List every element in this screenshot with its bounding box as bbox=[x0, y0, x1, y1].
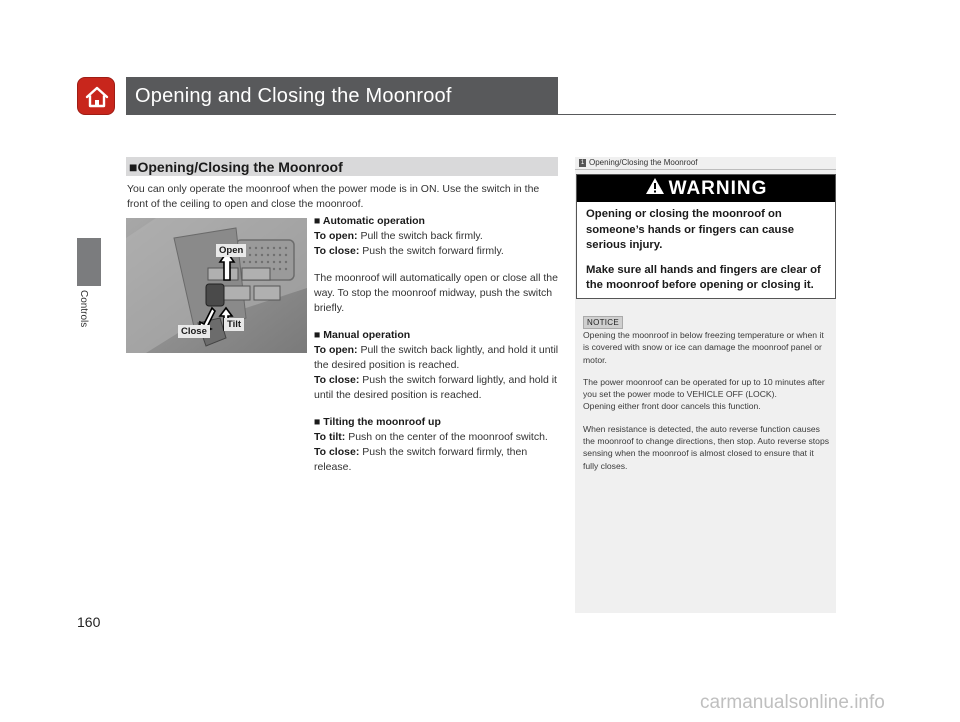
tilt-heading: ■ Tilting the moonroof up bbox=[314, 416, 441, 428]
page-title-bar bbox=[126, 77, 558, 115]
side-tab-marker[interactable] bbox=[77, 238, 101, 286]
note-operating-time: The power moonroof can be operated for up to 10 minutes after you set the power mode to VEHICLE OFF (LOCK). bbox=[583, 376, 825, 400]
automatic-open-instruction: To open: Pull the switch back firmly. bbox=[314, 230, 483, 242]
warning-text-1: Opening or closing the moonroof on someone’s hands or fingers can cause serious injury. bbox=[586, 208, 795, 251]
page-title: Opening and Closing the Moonroof bbox=[135, 84, 452, 107]
tilt-instruction: To tilt: Push on the center of the moonroof switch. bbox=[314, 431, 548, 443]
page-number: 160 bbox=[77, 614, 101, 630]
sidebar-notes-text bbox=[583, 329, 830, 472]
section-heading bbox=[126, 157, 558, 176]
note-auto-reverse: When resistance is detected, the auto reverse function causes the moonroof to change directions, then stop. Auto reverse stops sensing when the moonroof is almost closed to ensure that it fully closes. bbox=[583, 423, 830, 471]
manual-close-instruction: To close: Push the switch forward lightly, and hold it until the desired position is reached. bbox=[314, 374, 557, 401]
callout-open: Open bbox=[216, 244, 246, 257]
sidebar-reference-title: Opening/Closing the Moonroof bbox=[589, 158, 698, 167]
notice-badge: NOTICE bbox=[583, 316, 623, 329]
sidebar-reference[interactable] bbox=[579, 158, 698, 167]
title-rule bbox=[558, 114, 836, 115]
warning-band bbox=[577, 175, 835, 202]
automatic-operation-heading: ■ Automatic operation bbox=[314, 215, 425, 227]
notice-text: Opening the moonroof in below freezing temperature or when it is covered with snow or ice can damage the moonroof panel or motor. bbox=[583, 330, 824, 365]
warning-label: WARNING bbox=[668, 177, 768, 199]
reference-number-badge: 1 bbox=[580, 159, 585, 166]
section-heading-marker: ■ bbox=[129, 158, 138, 175]
operations-text bbox=[314, 214, 560, 475]
section-heading-text: Opening/Closing the Moonroof bbox=[137, 158, 343, 175]
watermark: carmanualsonline.info bbox=[700, 692, 885, 713]
manual-open-instruction: To open: Pull the switch back lightly, and hold it until the desired position is reached. bbox=[314, 344, 559, 371]
tilt-close-instruction: To close: Push the switch forward firmly, then release. bbox=[314, 446, 528, 473]
automatic-close-instruction: To close: Push the switch forward firmly. bbox=[314, 245, 504, 257]
section-intro: You can only operate the moonroof when the power mode is in ON. Use the switch in the front of the ceiling to open and close the moonroof. bbox=[127, 183, 540, 210]
side-tab-label: Controls bbox=[78, 290, 89, 328]
callout-tilt: Tilt bbox=[224, 318, 244, 331]
warning-text-2: Make sure all hands and fingers are clear of the moonroof before opening or closing it. bbox=[586, 263, 821, 291]
warning-triangle-icon bbox=[645, 177, 665, 200]
note-door-cancel: Opening either front door cancels this function. bbox=[583, 401, 761, 412]
home-icon[interactable] bbox=[77, 77, 115, 115]
manual-operation-heading: ■ Manual operation bbox=[314, 329, 411, 341]
automatic-operation-note: The moonroof will automatically open or close all the way. To stop the moonroof midway, push the switch briefly. bbox=[314, 272, 558, 314]
moonroof-switch-figure bbox=[126, 218, 307, 353]
warning-box bbox=[576, 174, 836, 299]
callout-close: Close bbox=[178, 325, 210, 338]
sidebar-divider bbox=[575, 169, 836, 170]
